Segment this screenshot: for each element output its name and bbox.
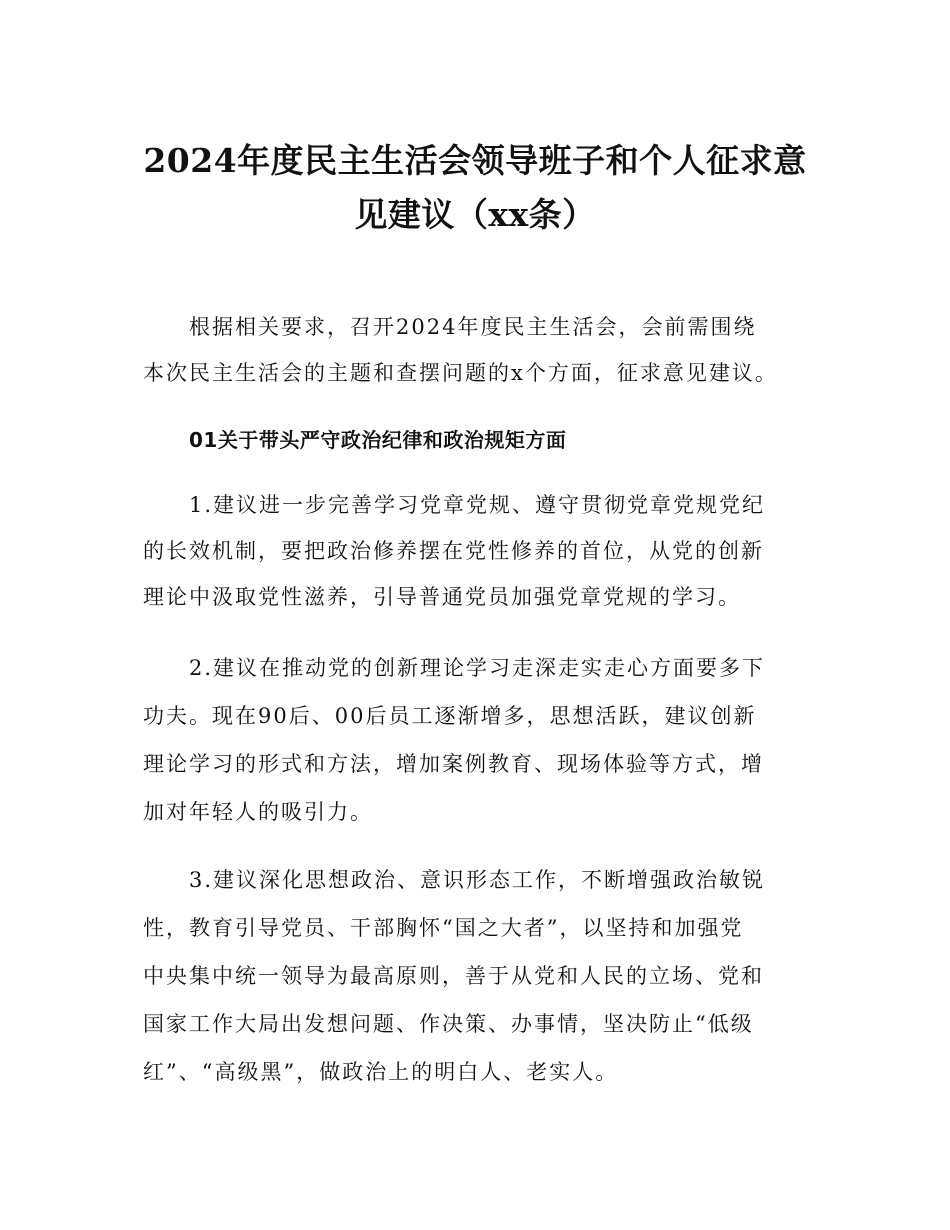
- item-2-line-4: 加对年轻人的吸引力。: [143, 800, 373, 824]
- item-2-line-1: 2.建议在推动党的创新理论学习走深走实走心方面要多下: [189, 656, 766, 680]
- item-3-paragraph: [143, 856, 823, 1096]
- intro-line-1: 根据相关要求，召开2024年度民主生活会，会前需围绕: [189, 315, 757, 339]
- item-3-line-5: 红”、“高级黑”，做政治上的明白人、老实人。: [143, 1060, 619, 1084]
- item-1-paragraph: [143, 482, 823, 620]
- document-title: [120, 134, 830, 242]
- title-line-1: 2024年度民主生活会领导班子和个人征求意: [143, 141, 807, 181]
- item-1-line-3: 理论中汲取党性滋养，引导普通党员加强党章党规的学习。: [143, 585, 741, 609]
- item-2-paragraph: [143, 644, 823, 836]
- item-1-line-1: 1.建议进一步完善学习党章党规、遵守贯彻党章党规党纪: [189, 493, 766, 517]
- item-3-line-1: 3.建议深化思想政治、意识形态工作，不断增强政治敏锐: [189, 868, 766, 892]
- section-heading: 01关于带头严守政治纪律和政治规矩方面: [189, 428, 567, 452]
- item-3-line-2: 性，教育引导党员、干部胸怀“国之大者”，以坚持和加强党: [143, 916, 744, 940]
- item-3-line-4: 国家工作大局出发想问题、作决策、办事情，坚决防止“低级: [143, 1012, 754, 1036]
- item-2-line-3: 理论学习的形式和方法，增加案例教育、现场体验等方式，增: [143, 752, 764, 776]
- item-1-line-2: 的长效机制，要把政治修养摆在党性修养的首位，从党的创新: [143, 539, 764, 563]
- title-line-2: 见建议（xx条）: [354, 195, 596, 235]
- item-2-line-2: 功夫。现在90后、00后员工逐渐增多，思想活跃，建议创新: [143, 704, 757, 728]
- intro-line-2: 本次民主生活会的主题和查摆问题的x个方面，征求意见建议。: [143, 361, 778, 385]
- intro-paragraph: [143, 304, 823, 396]
- item-3-line-3: 中央集中统一领导为最高原则，善于从党和人民的立场、党和: [143, 964, 764, 988]
